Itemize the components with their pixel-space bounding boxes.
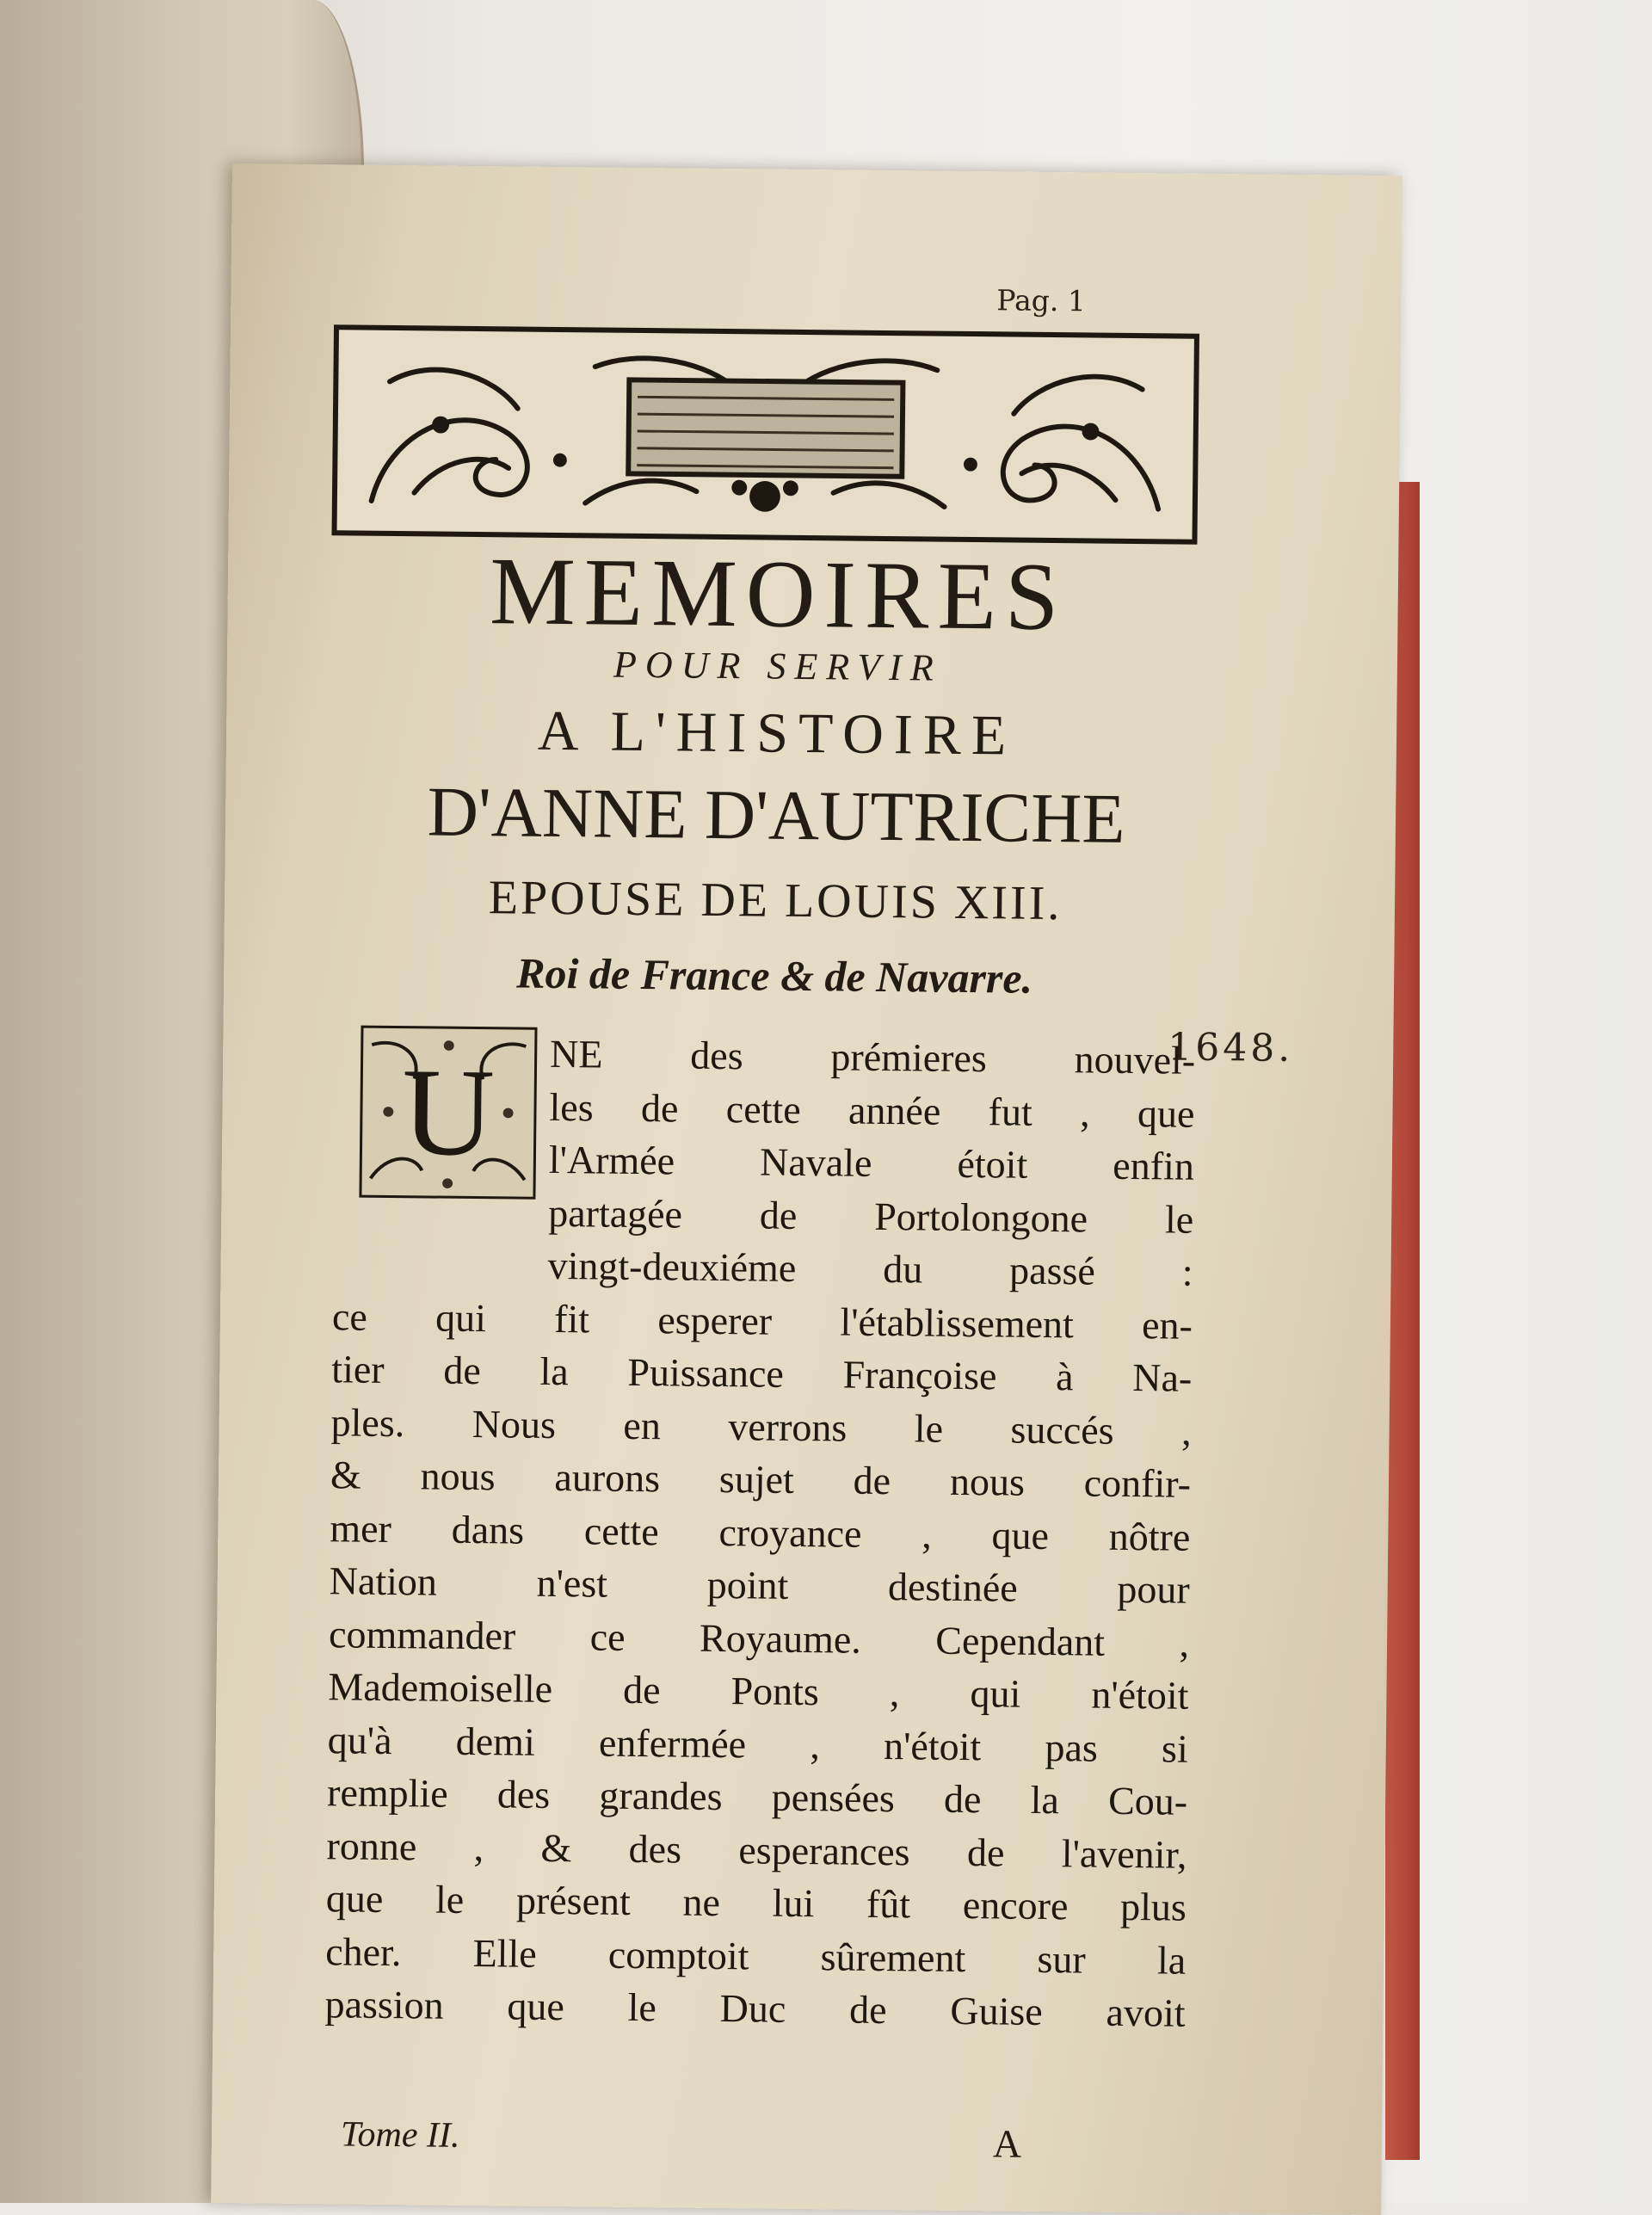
tome-label: Tome II. xyxy=(340,2114,460,2156)
text-line: que le présent ne lui fût encore plus xyxy=(325,1876,1187,1929)
text-line: tier de la Puissance Françoise à Na- xyxy=(331,1347,1193,1400)
title-anne-d-autriche: D'ANNE D'AUTRICHE xyxy=(427,772,1125,858)
text-line: remplie des grandes pensées de la Cou- xyxy=(326,1770,1188,1823)
text-line: vingt-deuxiéme du passé : xyxy=(547,1243,1193,1294)
text-line: l'Armée Navale étoit enfin xyxy=(548,1137,1195,1188)
text-line: qu'à demi enfermée , n'étoit pas si xyxy=(327,1717,1189,1771)
title-histoire: A L'HISTOIRE xyxy=(537,699,1017,768)
headpiece-ornament xyxy=(331,324,1199,545)
book-page xyxy=(211,164,1402,2215)
text-line: ce qui fit esperer l'établissement en- xyxy=(331,1293,1193,1348)
facing-page-show-through xyxy=(34,1790,163,1867)
text-line: Nation n'est point destinée pour xyxy=(329,1558,1190,1612)
title-pour-servir: POUR SERVIR xyxy=(613,643,942,689)
title-memoires: MEMOIRES xyxy=(489,538,1069,651)
text-line: Mademoiselle de Ponts , qui n'étoit xyxy=(328,1664,1189,1718)
text-line: ronne , & des esperances de l'avenir, xyxy=(326,1823,1187,1877)
text-line: passion que le Duc de Guise avoit xyxy=(324,1982,1186,2035)
text-line: ples. Nous en verrons le succés , xyxy=(330,1399,1192,1453)
text-line: & nous aurons sujet de nous confir- xyxy=(330,1453,1192,1506)
text-line: mer dans cette croyance , que nôtre xyxy=(330,1505,1191,1559)
body-text xyxy=(324,1025,1195,2039)
text-line: les de cette année fut , que xyxy=(549,1084,1195,1136)
title-roi: Roi de France & de Navarre. xyxy=(515,948,1033,1003)
text-line: partagée de Portolongone le xyxy=(547,1190,1194,1242)
page-number: Pag. 1 xyxy=(996,283,1087,318)
text-line: NE des prémieres nouvel- xyxy=(549,1031,1196,1083)
title-epouse: EPOUSE DE LOUIS XIII. xyxy=(488,871,1063,931)
signature-mark: A xyxy=(992,2121,1022,2166)
text-line: commander ce Royaume. Cependant , xyxy=(328,1611,1190,1665)
foliage-ornament-icon xyxy=(337,330,1194,539)
dropcap-letter: U xyxy=(401,1042,496,1182)
text-line: cher. Elle comptoit sûrement sur la xyxy=(324,1928,1187,1983)
margin-year: 1648. xyxy=(1168,1025,1294,1070)
page-footer xyxy=(341,2113,1168,2174)
